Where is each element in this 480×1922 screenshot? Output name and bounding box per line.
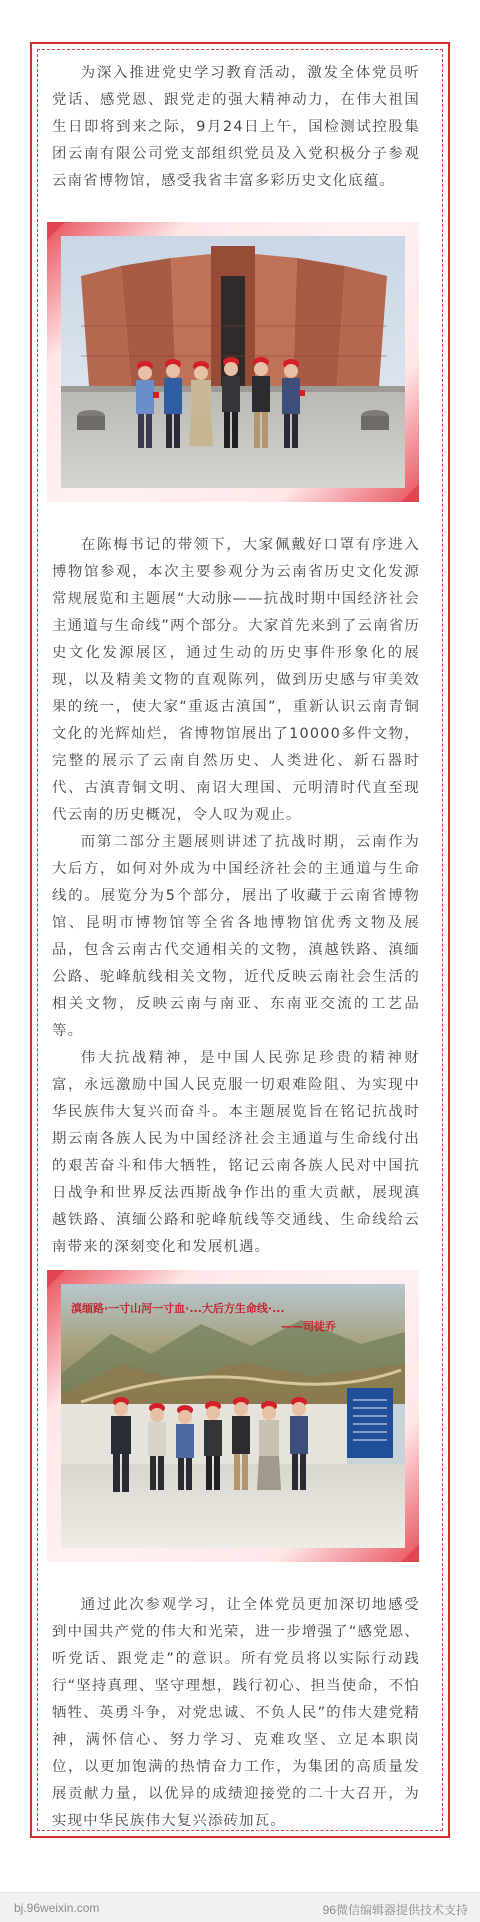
photo-frame-exhibition [47, 1270, 419, 1562]
photo-frame-museum [47, 222, 419, 502]
mural-banner-text-2: ——司徒乔 [281, 1320, 336, 1333]
mural-banner-text-1: 滇缅路·一寸山河一寸血·...大后方生命线·... [71, 1302, 285, 1315]
paragraph-visit-part-two: 而第二部分主题展则讲述了抗战时期，云南作为大后方，如何对外成为中国经济社会的主通道与生命线的。展览分为5个部分，展出了收藏于云南省博物馆、昆明市博物馆等全省各地博物馆优秀文物及展品，包含云南古代交通相关的文物，滇越铁路、滇缅公路、驼峰航线相关文物，近代反映云南社会生活的相关文物，反映云南与南亚、东南亚交流的工艺品等。 [52, 834, 420, 1039]
paragraph-war-spirit: 伟大抗战精神，是中国人民弥足珍贵的精神财富，永远激励中国人民克服一切艰难险阻、为实现中华民族伟大复兴而奋斗。本主题展览旨在铭记抗战时期云南各族人民为中国经济社会主通道与生命线付出的艰苦奋斗和伟大牺牲，铭记云南各族人民对中国抗日战争和世界反法西斯战争作出的重大贡献，展现滇越铁路、滇缅公路和驼峰航线等交通线、生命线给云南带来的深刻变化和发展机遇。 [52, 1050, 420, 1255]
footer-credit: 96微信编辑器提供技术支持 [322, 1903, 468, 1917]
footer-site-link[interactable]: bj.96weixin.com [14, 1901, 100, 1915]
exhibition-group-photo [61, 1284, 405, 1548]
museum-group-photo [61, 236, 405, 488]
paragraph-visit-part-one: 在陈梅书记的带领下，大家佩戴好口罩有序进入博物馆参观，本次主要参观分为云南省历史文化发源常规展览和主题展“大动脉——抗战时期中国经济社会主通道与生命线”两个部分。大家首先来到了云南省历史文化发源展区，通过生动的历史事件形象化的展现，以及精美文物的直观陈列，做到历史感与审美效果的统一，使大家“重返古滇国”，重新认识云南青铜文化的光辉灿烂，省博物馆展出了10000多件文物，完整的展示了云南自然历史、人类进化、新石器时代、古滇青铜文明、南诏大理国、元明清时代直至现代云南的历史概况，令人叹为观止。 [52, 537, 420, 823]
paragraph-conclusion: 通过此次参观学习，让全体党员更加深切地感受到中国共产党的伟大和光荣，进一步增强了“感党恩、听党话、跟党走”的意识。所有党员将以实际行动践行“坚持真理、坚守理想，践行初心、担当使命，不怕牺牲、英勇斗争，对党忠诚、不负人民”的伟大建党精神，满怀信心、努力学习、克难攻坚、立足本职岗位，以更加饱满的热情奋力工作，为集团的高质量发展贡献力量，以优异的成绩迎接党的二十大召开，为实现中华民族伟大复兴添砖加瓦。 [52, 1597, 420, 1829]
footer-bar [0, 1892, 480, 1922]
article-frame [30, 42, 450, 1838]
paragraph-intro: 为深入推进党史学习教育活动，激发全体党员听党话、感党恩、跟党走的强大精神动力，在伟大祖国生日即将到来之际，9月24日上午，国检测试控股集团云南有限公司党支部组织党员及入党积极分子参观云南省博物馆，感受我省丰富多彩历史文化底蕴。 [52, 65, 420, 189]
